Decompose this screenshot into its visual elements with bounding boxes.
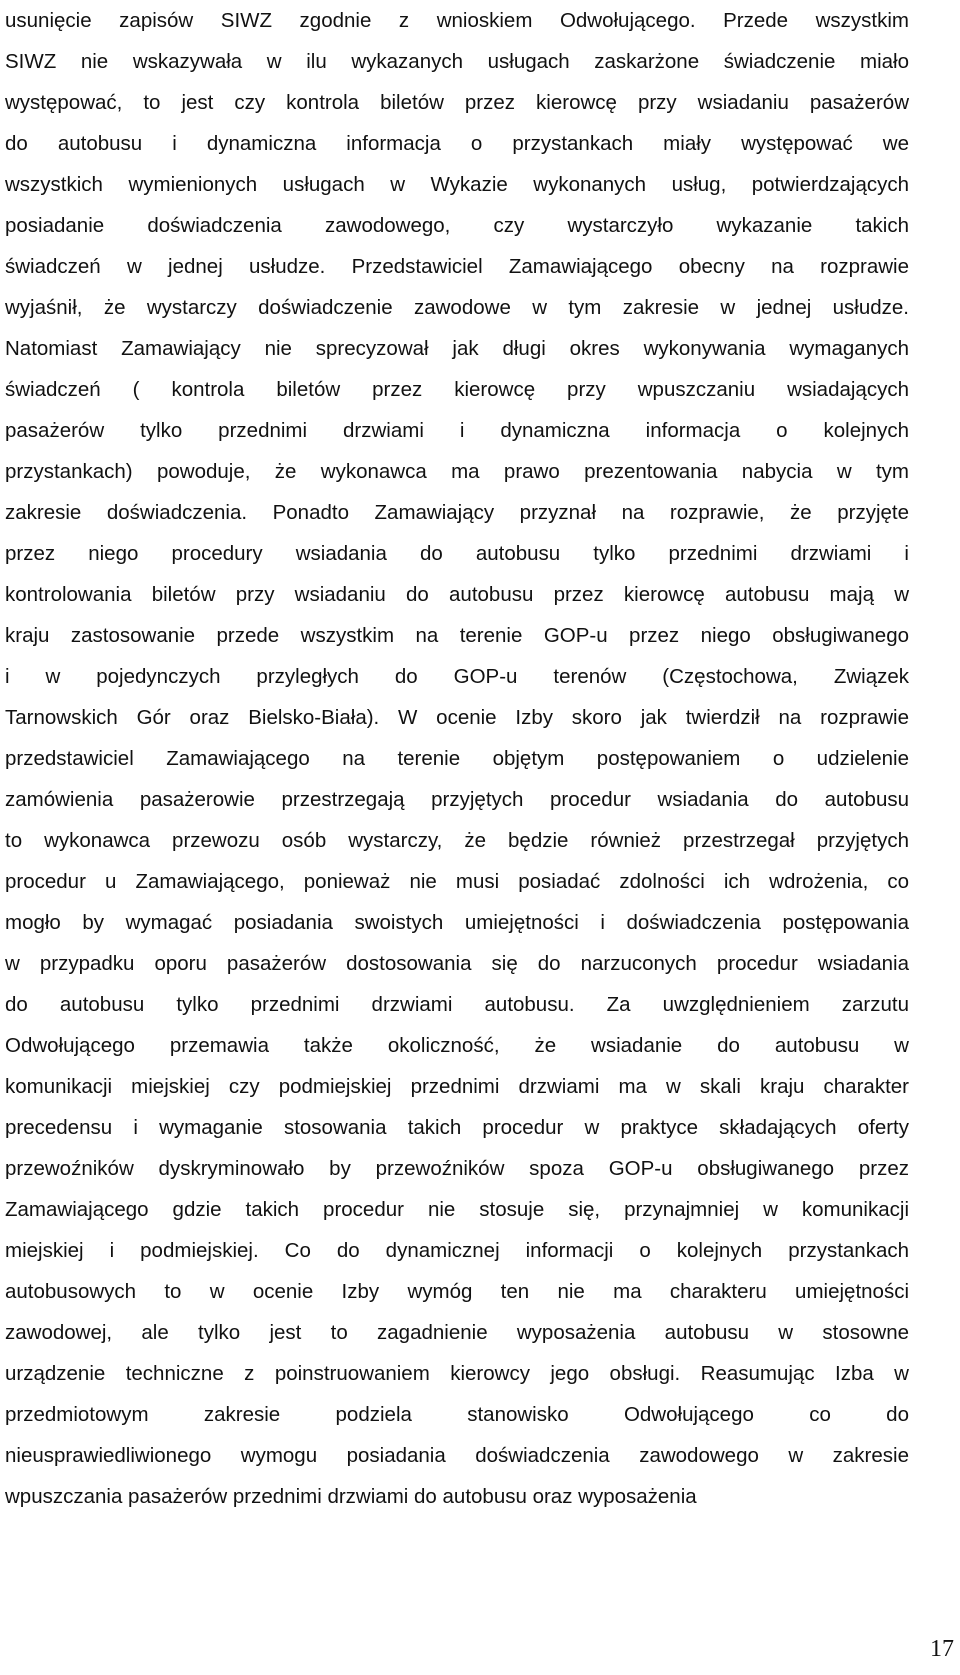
text-line: przewoźników dyskryminowało by przewoźników spoza GOP-u obsługiwanego przez (5, 1157, 909, 1180)
text-line: komunikacji miejskiej czy podmiejskiej przednimi drzwiami ma w skali kraju charakter (5, 1075, 909, 1098)
text-line: zawodowej, ale tylko jest to zagadnienie wyposażenia autobusu w stosowne (5, 1321, 909, 1344)
text-line: kraju zastosowanie przede wszystkim na terenie GOP-u przez niego obsługiwanego (5, 624, 909, 647)
text-line: SIWZ nie wskazywała w ilu wykazanych usługach zaskarżone świadczenie miało (5, 50, 909, 73)
text-line: świadczeń ( kontrola biletów przez kierowcę przy wpuszczaniu wsiadających (5, 378, 909, 401)
body-text (5, 0, 909, 1517)
text-line: do autobusu i dynamiczna informacja o przystankach miały występować we (5, 132, 909, 155)
text-line: posiadanie doświadczenia zawodowego, czy wystarczyło wykazanie takich (5, 214, 909, 237)
text-line: zakresie doświadczenia. Ponadto Zamawiający przyznał na rozprawie, że przyjęte (5, 501, 909, 524)
text-line: Tarnowskich Gór oraz Bielsko-Biała). W ocenie Izby skoro jak twierdził na rozprawie (5, 706, 909, 729)
text-line: występować, to jest czy kontrola biletów przez kierowcę przy wsiadaniu pasażerów (5, 91, 909, 114)
text-line: wszystkich wymienionych usługach w Wykazie wykonanych usług, potwierdzających (5, 173, 909, 196)
text-line: nieusprawiedliwionego wymogu posiadania doświadczenia zawodowego w zakresie (5, 1444, 909, 1467)
text-line: pasażerów tylko przednimi drzwiami i dynamiczna informacja o kolejnych (5, 419, 909, 442)
text-line: miejskiej i podmiejskiej. Co do dynamicznej informacji o kolejnych przystankach (5, 1239, 909, 1262)
text-line: przez niego procedury wsiadania do autobusu tylko przednimi drzwiami i (5, 542, 909, 565)
text-line: wyjaśnił, że wystarczy doświadczenie zawodowe w tym zakresie w jednej usłudze. (5, 296, 909, 319)
text-line: autobusowych to w ocenie Izby wymóg ten nie ma charakteru umiejętności (5, 1280, 909, 1303)
text-line: przedmiotowym zakresie podziela stanowisko Odwołującego co do (5, 1403, 909, 1426)
text-line: przystankach) powoduje, że wykonawca ma prawo prezentowania nabycia w tym (5, 460, 909, 483)
text-line: Odwołującego przemawia także okoliczność, że wsiadanie do autobusu w (5, 1034, 909, 1057)
text-line: zamówienia pasażerowie przestrzegają przyjętych procedur wsiadania do autobusu (5, 788, 909, 811)
text-line: przedstawiciel Zamawiającego na terenie objętym postępowaniem o udzielenie (5, 747, 909, 770)
text-line: świadczeń w jednej usłudze. Przedstawiciel Zamawiającego obecny na rozprawie (5, 255, 909, 278)
page-number: 17 (930, 1636, 954, 1662)
text-line: procedur u Zamawiającego, ponieważ nie musi posiadać zdolności ich wdrożenia, co (5, 870, 909, 893)
text-line: Zamawiającego gdzie takich procedur nie stosuje się, przynajmniej w komunikacji (5, 1198, 909, 1221)
text-line: w przypadku oporu pasażerów dostosowania się do narzuconych procedur wsiadania (5, 952, 909, 975)
text-line: wpuszczania pasażerów przednimi drzwiami do autobusu oraz wyposażenia (5, 1485, 697, 1508)
text-line: usunięcie zapisów SIWZ zgodnie z wnioskiem Odwołującego. Przede wszystkim (5, 9, 909, 32)
text-line: do autobusu tylko przednimi drzwiami autobusu. Za uwzględnieniem zarzutu (5, 993, 909, 1016)
text-line: to wykonawca przewozu osób wystarczy, że będzie również przestrzegał przyjętych (5, 829, 909, 852)
text-line: precedensu i wymaganie stosowania takich procedur w praktyce składających oferty (5, 1116, 909, 1139)
text-line: i w pojedynczych przyległych do GOP-u terenów (Częstochowa, Związek (5, 665, 909, 688)
text-line: mogło by wymagać posiadania swoistych umiejętności i doświadczenia postępowania (5, 911, 909, 934)
text-line: urządzenie techniczne z poinstruowaniem kierowcy jego obsługi. Reasumując Izba w (5, 1362, 909, 1385)
text-line: Natomiast Zamawiający nie sprecyzował jak długi okres wykonywania wymaganych (5, 337, 909, 360)
text-line: kontrolowania biletów przy wsiadaniu do autobusu przez kierowcę autobusu mają w (5, 583, 909, 606)
